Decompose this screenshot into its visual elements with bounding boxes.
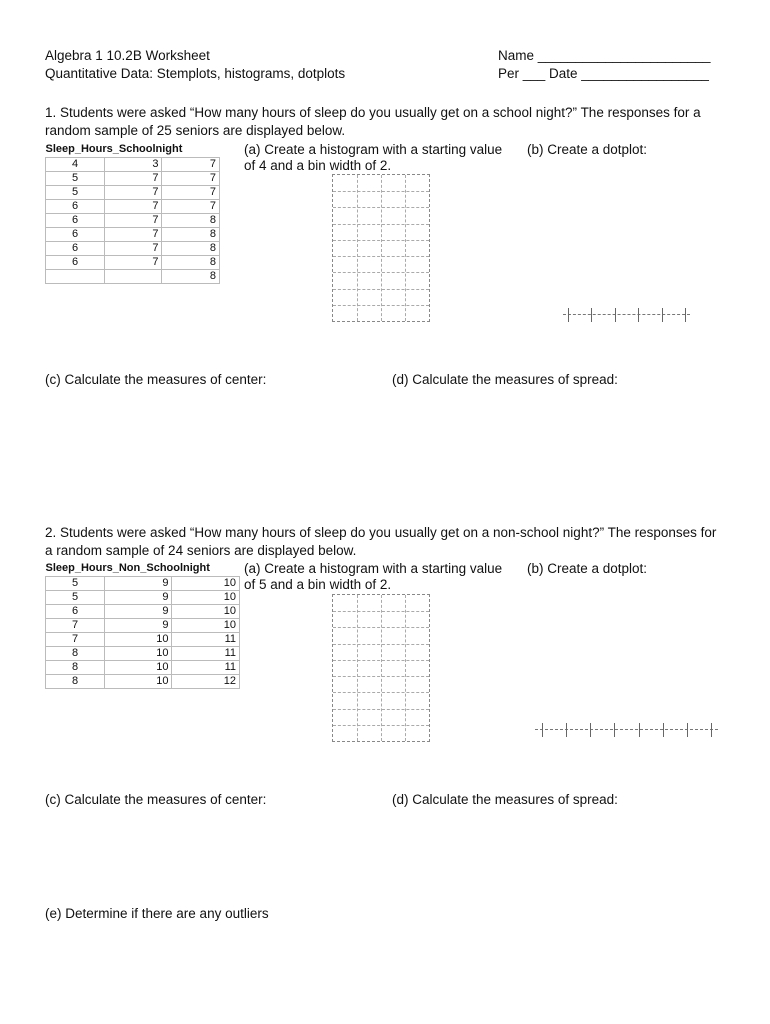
table-cell: 8 (162, 228, 220, 242)
q2-part-c: (c) Calculate the measures of center: (45, 792, 267, 807)
q2-data-table (45, 561, 240, 689)
table-cell: 6 (46, 214, 105, 228)
table-cell: 10 (172, 605, 240, 619)
grid-line (333, 305, 429, 306)
grid-line (357, 175, 358, 321)
table-cell: 7 (46, 633, 105, 647)
q2-part-b: (b) Create a dotplot: (527, 561, 648, 576)
table-cell: 12 (172, 675, 240, 689)
table-cell: 9 (105, 577, 172, 591)
worksheet-subtitle: Quantitative Data: Stemplots, histograms, dotplots (45, 66, 346, 81)
q2-dotplot-axis[interactable] (535, 723, 718, 737)
table-cell: 9 (105, 605, 172, 619)
axis-tick (590, 723, 591, 737)
grid-line (333, 644, 429, 645)
q2-part-a: (a) Create a histogram with a starting value of 5 and a bin width of 2. (244, 561, 503, 592)
table-cell: 11 (172, 633, 240, 647)
q1-part-b: (b) Create a dotplot: (527, 142, 648, 157)
table-cell: 9 (105, 591, 172, 605)
grid-line (333, 224, 429, 225)
table-cell: 7 (105, 256, 162, 270)
table-row (46, 158, 220, 172)
table-row (46, 186, 220, 200)
q1-data-table (45, 142, 220, 284)
table-cell: 7 (46, 619, 105, 633)
table-cell: 8 (46, 647, 105, 661)
table-cell: 7 (162, 158, 220, 172)
worksheet-title: Algebra 1 10.2B Worksheet (45, 48, 210, 63)
grid-line (333, 676, 429, 677)
table-cell: 6 (46, 256, 105, 270)
grid-line (333, 725, 429, 726)
grid-line (333, 660, 429, 661)
axis-tick (685, 308, 686, 322)
table-row (46, 661, 240, 675)
grid-line (333, 256, 429, 257)
table-cell: 6 (46, 605, 105, 619)
table-row (46, 172, 220, 186)
table-cell: 10 (172, 591, 240, 605)
table-cell: 10 (105, 647, 172, 661)
table-cell: 3 (105, 158, 162, 172)
table-row (46, 647, 240, 661)
q1-prompt: 1. Students were asked “How many hours of sleep do you usually get on a school night?” The responses for a random sample of 25 seniors are displayed below. (45, 105, 701, 138)
q2-histogram-grid[interactable] (332, 594, 430, 742)
table-cell: 8 (46, 661, 105, 675)
axis-tick (711, 723, 712, 737)
axis-tick (542, 723, 543, 737)
axis-tick (662, 308, 663, 322)
table-cell: 7 (105, 228, 162, 242)
grid-line (333, 272, 429, 273)
table-cell: 7 (105, 242, 162, 256)
table-row (46, 633, 240, 647)
axis-line (535, 729, 718, 730)
grid-line (333, 207, 429, 208)
table-row (46, 605, 240, 619)
axis-tick (566, 723, 567, 737)
table-cell: 8 (162, 270, 220, 284)
table-cell: 10 (105, 675, 172, 689)
table-cell: 6 (46, 228, 105, 242)
table-cell: 7 (105, 186, 162, 200)
table-cell (46, 270, 105, 284)
table-cell: 8 (46, 675, 105, 689)
table-row (46, 619, 240, 633)
axis-tick (638, 308, 639, 322)
grid-line (381, 595, 382, 741)
q1-histogram-grid[interactable] (332, 174, 430, 322)
table-cell: 8 (162, 256, 220, 270)
table-cell: 5 (46, 591, 105, 605)
table-row (46, 200, 220, 214)
table-row (46, 256, 220, 270)
table-cell: 7 (105, 214, 162, 228)
table-cell: 10 (105, 661, 172, 675)
table-cell (105, 270, 162, 284)
grid-line (333, 191, 429, 192)
grid-line (333, 627, 429, 628)
axis-tick (591, 308, 592, 322)
table-cell: 8 (162, 242, 220, 256)
q2-table-title: Sleep_Hours_Non_Schoolnight (45, 562, 210, 574)
q1-part-c: (c) Calculate the measures of center: (45, 372, 267, 387)
q2-part-e: (e) Determine if there are any outliers (45, 906, 269, 921)
grid-line (333, 611, 429, 612)
table-cell: 10 (172, 619, 240, 633)
grid-line (333, 709, 429, 710)
grid-line (381, 175, 382, 321)
table-cell: 7 (162, 186, 220, 200)
table-cell: 7 (105, 200, 162, 214)
table-row (46, 242, 220, 256)
q1-table-title: Sleep_Hours_Schoolnight (45, 143, 183, 155)
grid-line (405, 175, 406, 321)
axis-tick (614, 723, 615, 737)
axis-tick (568, 308, 569, 322)
q2-prompt: 2. Students were asked “How many hours of sleep do you usually get on a non-school night?” The responses for a random sample of 24 seniors are displayed below. (45, 525, 717, 558)
q1-part-d: (d) Calculate the measures of spread: (392, 372, 618, 387)
table-cell: 4 (46, 158, 105, 172)
axis-line (563, 314, 690, 315)
table-cell: 10 (172, 577, 240, 591)
table-row (46, 270, 220, 284)
grid-line (333, 240, 429, 241)
table-cell: 5 (46, 186, 105, 200)
table-cell: 9 (105, 619, 172, 633)
axis-tick (639, 723, 640, 737)
table-cell: 6 (46, 242, 105, 256)
table-row (46, 214, 220, 228)
table-cell: 5 (46, 172, 105, 186)
table-row (46, 675, 240, 689)
q1-dotplot-axis[interactable] (563, 308, 690, 322)
table-row (46, 228, 220, 242)
grid-line (333, 692, 429, 693)
table-cell: 11 (172, 647, 240, 661)
q2-part-d: (d) Calculate the measures of spread: (392, 792, 618, 807)
table-cell: 7 (162, 200, 220, 214)
table-cell: 7 (105, 172, 162, 186)
name-field[interactable]: Name _______________________ (498, 48, 711, 63)
grid-line (357, 595, 358, 741)
period-date-field[interactable]: Per ___ Date _________________ (498, 66, 709, 81)
grid-line (405, 595, 406, 741)
axis-tick (663, 723, 664, 737)
table-cell: 11 (172, 661, 240, 675)
grid-line (333, 289, 429, 290)
table-row (46, 591, 240, 605)
table-row (46, 577, 240, 591)
axis-tick (687, 723, 688, 737)
q1-part-a: (a) Create a histogram with a starting value of 4 and a bin width of 2. (244, 142, 503, 173)
table-cell: 6 (46, 200, 105, 214)
axis-tick (615, 308, 616, 322)
table-cell: 7 (162, 172, 220, 186)
table-cell: 5 (46, 577, 105, 591)
table-cell: 8 (162, 214, 220, 228)
table-cell: 10 (105, 633, 172, 647)
